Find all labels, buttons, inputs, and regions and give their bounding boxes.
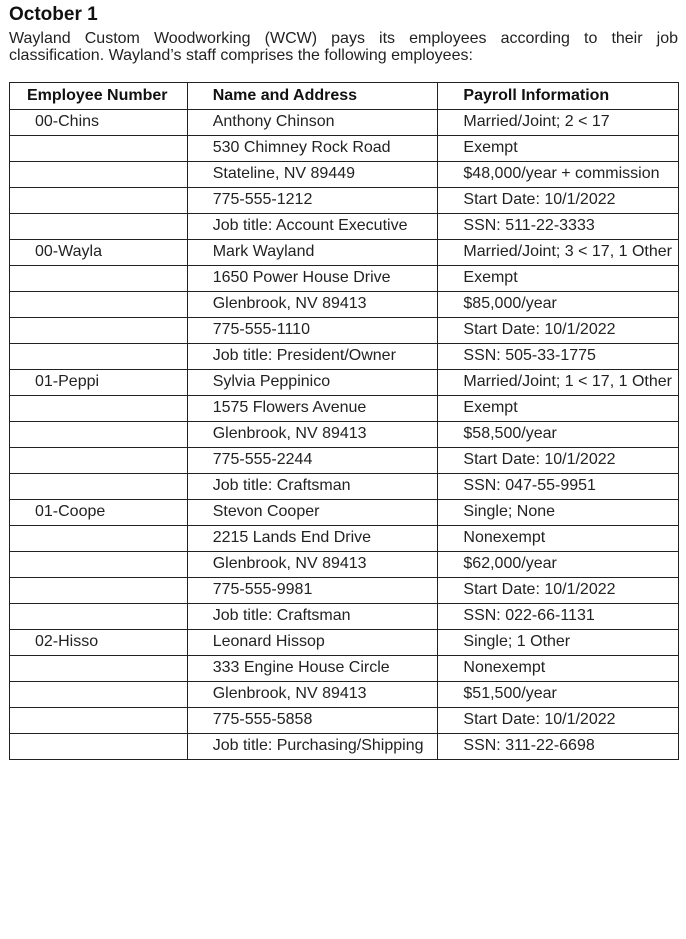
employee-number: 01-Coope [35,503,106,520]
payroll-info-cell: Start Date: 10/1/2022 [438,318,679,344]
employee-number-cell [10,604,188,630]
employee-number-cell [10,500,188,526]
header-payroll-info: Payroll Information [438,83,679,110]
name-address-cell: Glenbrook, NV 89413 [187,552,438,578]
payroll-info-cell: Exempt [438,396,679,422]
employee-number: 02-Hisso [35,633,99,650]
payroll-info-cell: $58,500/year [438,422,679,448]
table-row [10,396,679,422]
table-row [10,578,679,604]
employee-number-cell [10,214,188,240]
name-address-cell: 775-555-1212 [187,188,438,214]
name-address-cell: 333 Engine House Circle [187,656,438,682]
name-address-cell: Glenbrook, NV 89413 [187,682,438,708]
table-row [10,734,679,760]
name-address-cell: Stevon Cooper [187,500,438,526]
payroll-info-cell: Single; 1 Other [438,630,679,656]
name-address-cell: Job title: Craftsman [187,604,438,630]
employee-number: 00-Chins [35,113,100,130]
name-address-cell: Glenbrook, NV 89413 [187,292,438,318]
name-address-cell: 775-555-2244 [187,448,438,474]
table-row [10,370,679,396]
payroll-info-cell: $85,000/year [438,292,679,318]
employee-table [9,82,679,760]
name-address-cell: Glenbrook, NV 89413 [187,422,438,448]
payroll-info-cell: Married/Joint; 1 < 17, 1 Other [438,370,679,396]
name-address-cell: 1575 Flowers Avenue [187,396,438,422]
table-row [10,188,679,214]
table-row [10,292,679,318]
table-row [10,422,679,448]
payroll-info-cell: Nonexempt [438,526,679,552]
header-name-address: Name and Address [187,83,438,110]
name-address-cell: Leonard Hissop [187,630,438,656]
table-row [10,448,679,474]
name-address-cell: 775-555-1110 [187,318,438,344]
name-address-cell: Job title: Craftsman [187,474,438,500]
payroll-info-cell: Start Date: 10/1/2022 [438,448,679,474]
employee-number: 00-Wayla [35,243,102,260]
name-address-cell: Job title: Purchasing/Shipping [187,734,438,760]
employee-number-cell [10,110,188,136]
employee-number-cell [10,318,188,344]
employee-number-cell [10,552,188,578]
table-row [10,500,679,526]
payroll-info-cell: SSN: 311-22-6698 [438,734,679,760]
header-employee-number: Employee Number [10,83,188,110]
table-row [10,526,679,552]
payroll-info-cell: SSN: 505-33-1775 [438,344,679,370]
payroll-info-cell: Start Date: 10/1/2022 [438,708,679,734]
employee-number-cell [10,396,188,422]
table-body [10,110,679,760]
payroll-info-cell: $48,000/year + commission [438,162,679,188]
payroll-info-cell: Exempt [438,266,679,292]
payroll-info-cell: SSN: 022-66-1131 [438,604,679,630]
page-title: October 1 [9,4,98,25]
name-address-cell: Sylvia Peppinico [187,370,438,396]
employee-number-cell [10,422,188,448]
employee-number-cell [10,162,188,188]
employee-number-cell [10,526,188,552]
payroll-info-cell: Exempt [438,136,679,162]
table-header-row [10,83,679,110]
employee-number-cell [10,344,188,370]
employee-number: 01-Peppi [35,373,100,390]
table-row [10,474,679,500]
employee-number-cell [10,448,188,474]
table-row [10,214,679,240]
table-row [10,656,679,682]
table-row [10,344,679,370]
payroll-info-cell: $51,500/year [438,682,679,708]
employee-number-cell [10,292,188,318]
name-address-cell: Stateline, NV 89449 [187,162,438,188]
employee-number-cell [10,266,188,292]
table-row [10,708,679,734]
name-address-cell: 1650 Power House Drive [187,266,438,292]
name-address-cell: Mark Wayland [187,240,438,266]
name-address-cell: Job title: Account Executive [187,214,438,240]
table-row [10,604,679,630]
payroll-info-cell: Married/Joint; 3 < 17, 1 Other [438,240,679,266]
payroll-info-cell: Married/Joint; 2 < 17 [438,110,679,136]
employee-number-cell [10,734,188,760]
table-row [10,630,679,656]
employee-number-cell [10,136,188,162]
payroll-info-cell: Start Date: 10/1/2022 [438,578,679,604]
table-row [10,552,679,578]
name-address-cell: Job title: President/Owner [187,344,438,370]
table-row [10,136,679,162]
name-address-cell: 775-555-5858 [187,708,438,734]
employee-number-cell [10,240,188,266]
employee-number-cell [10,708,188,734]
employee-number-cell [10,656,188,682]
payroll-info-cell: Nonexempt [438,656,679,682]
name-address-cell: 775-555-9981 [187,578,438,604]
name-address-cell: Anthony Chinson [187,110,438,136]
employee-number-cell [10,474,188,500]
name-address-cell: 530 Chimney Rock Road [187,136,438,162]
table-row [10,240,679,266]
employee-number-cell [10,370,188,396]
payroll-info-cell: Single; None [438,500,679,526]
payroll-info-cell: $62,000/year [438,552,679,578]
table-row [10,318,679,344]
employee-number-cell [10,682,188,708]
intro-paragraph: Wayland Custom Woodworking (WCW) pays its employees according to their job classification. Wayland’s staff comprises the following employees: [9,30,678,64]
table-row [10,110,679,136]
employee-number-cell [10,188,188,214]
employee-number-cell [10,578,188,604]
payroll-info-cell: Start Date: 10/1/2022 [438,188,679,214]
payroll-info-cell: SSN: 047-55-9951 [438,474,679,500]
payroll-info-cell: SSN: 511-22-3333 [438,214,679,240]
table-row [10,266,679,292]
name-address-cell: 2215 Lands End Drive [187,526,438,552]
table-row [10,162,679,188]
employee-number-cell [10,630,188,656]
table-row [10,682,679,708]
